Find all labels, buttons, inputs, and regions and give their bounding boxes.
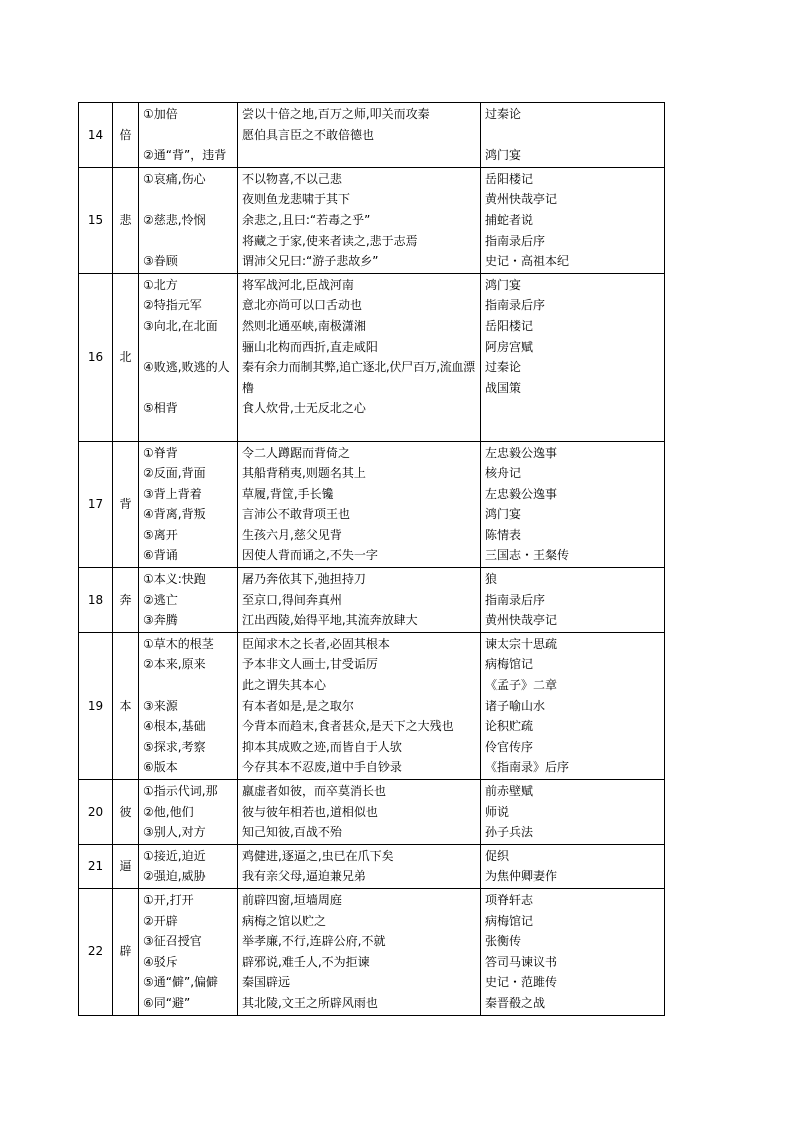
- meaning-line: ③奔腾: [143, 613, 178, 628]
- example-line: 今存其本不忍废,道中手自钞录: [242, 760, 402, 775]
- example-line: 秦有余力而制其弊,追亡逐北,伏尸百万,流血漂橹: [242, 360, 475, 395]
- meaning-line: ④根本,基础: [143, 719, 206, 734]
- example-line: 夜则鱼龙悲啸于其下: [242, 192, 351, 207]
- source-line: 指南录后序: [485, 592, 546, 607]
- meaning-line: [143, 378, 235, 399]
- source-line: 岳阳楼记: [485, 318, 534, 333]
- entry-number: 17: [79, 441, 113, 568]
- meaning-line: ④背离,背叛: [143, 507, 206, 522]
- meaning-column: [139, 888, 238, 1015]
- meaning-line: ⑤相背: [143, 401, 178, 416]
- table-row: [79, 441, 665, 568]
- example-line: 不以物喜,不以己悲: [242, 171, 342, 186]
- meaning-column: [139, 632, 238, 779]
- example-line: 羸虚者如彼，而卒莫消长也: [242, 784, 387, 798]
- meaning-line: ①接近,迫近: [143, 848, 206, 863]
- meaning-line: ②本来,原来: [143, 657, 206, 672]
- entry-number: 16: [79, 273, 113, 441]
- source-line: 过秦论: [485, 107, 522, 121]
- example-line: 因使人背而诵之,不失一字: [242, 548, 378, 563]
- meaning-column: [139, 568, 238, 633]
- meaning-line: ②反面,背面: [143, 466, 206, 481]
- example-column: [238, 888, 481, 1015]
- meaning-line: ①本义:快跑: [143, 572, 206, 587]
- source-line: 伶官传序: [485, 739, 534, 754]
- example-column: [238, 632, 481, 779]
- source-line: 《孟子》二章: [485, 678, 558, 693]
- example-line: [242, 145, 478, 166]
- example-line: 彼与彼年相若也,道相似也: [242, 804, 378, 819]
- example-line: 鸡健进,逐逼之,虫已在爪下矣: [242, 848, 394, 863]
- source-line: 狼: [485, 572, 498, 587]
- source-line: 病梅馆记: [485, 913, 534, 928]
- source-line: 鸿门宴: [485, 148, 522, 163]
- example-line: 知己知彼,百战不殆: [242, 825, 342, 840]
- meaning-line: ⑥同“避”: [143, 995, 191, 1010]
- example-line: 有本者如是,是之取尔: [242, 698, 354, 713]
- table-row: [79, 780, 665, 845]
- example-line: 臣闻求木之长者,必固其根本: [242, 636, 390, 651]
- source-line: 阿房宫赋: [485, 339, 534, 354]
- meaning-line: ③征召授官: [143, 934, 202, 949]
- meaning-line: ⑥版本: [143, 760, 178, 775]
- meaning-line: ⑤通“僻”,偏僻: [143, 975, 219, 990]
- meaning-column: [139, 103, 238, 168]
- source-line: 左忠毅公逸事: [485, 486, 558, 501]
- example-line: 其船背稍夷,则题名其上: [242, 466, 366, 481]
- source-line: 核舟记: [485, 466, 522, 481]
- source-line: 史记・范雎传: [485, 975, 558, 990]
- table-row: [79, 273, 665, 441]
- example-line: 食人炊骨,士无反北之心: [242, 401, 366, 416]
- entry-character: 奔: [113, 568, 139, 633]
- meaning-line: ①指示代词,那: [143, 784, 218, 798]
- source-column: [481, 167, 665, 273]
- example-column: [238, 780, 481, 845]
- meaning-line: [143, 231, 235, 252]
- example-line: 秦国辟远: [242, 975, 291, 990]
- table-row: [79, 888, 665, 1015]
- entry-number: 15: [79, 167, 113, 273]
- meaning-column: [139, 844, 238, 888]
- example-column: [238, 103, 481, 168]
- meaning-line: ②逃亡: [143, 592, 178, 607]
- source-line: 促织: [485, 848, 510, 863]
- source-line: [485, 398, 662, 419]
- entry-number: 14: [79, 103, 113, 168]
- example-line: 举孝廉,不行,连辟公府,不就: [242, 934, 386, 949]
- source-line: 为焦仲卿妻作: [485, 869, 558, 884]
- source-line: 孙子兵法: [485, 825, 534, 840]
- entry-character: 北: [113, 273, 139, 441]
- table-row: [79, 568, 665, 633]
- source-line: 岳阳楼记: [485, 171, 534, 186]
- source-line: 前赤壁赋: [485, 784, 534, 798]
- meaning-line: ②通“背”，违背: [143, 148, 227, 163]
- meaning-line: ③别人,对方: [143, 825, 206, 840]
- meaning-line: ③来源: [143, 698, 178, 713]
- source-line: 论积贮疏: [485, 719, 534, 734]
- meaning-line: [143, 189, 235, 210]
- example-line: 辟邪说,难壬人,不为拒谏: [242, 954, 370, 969]
- source-column: [481, 844, 665, 888]
- table-row: [79, 632, 665, 779]
- example-line: 至京口,得间奔真州: [242, 592, 342, 607]
- example-line: 言沛公不敢背项王也: [242, 507, 351, 522]
- meaning-line: ⑤探求,考察: [143, 739, 206, 754]
- example-line: 将军战河北,臣战河南: [242, 277, 354, 292]
- table-row: [79, 844, 665, 888]
- source-column: [481, 103, 665, 168]
- meaning-line: ①哀痛,伤心: [143, 171, 206, 186]
- source-line: 指南录后序: [485, 233, 546, 248]
- source-line: 陈情表: [485, 527, 522, 542]
- source-column: [481, 632, 665, 779]
- example-line: 然则北通巫峡,南极潇湘: [242, 318, 366, 333]
- source-column: [481, 273, 665, 441]
- source-line: 黄州快哉亭记: [485, 613, 558, 628]
- source-line: 指南录后序: [485, 298, 546, 313]
- table-row: [79, 167, 665, 273]
- source-line: 左忠毅公逸事: [485, 445, 558, 460]
- source-column: [481, 441, 665, 568]
- example-line: 江出西陵,始得平地,其流奔放肆大: [242, 613, 418, 628]
- entry-number: 21: [79, 844, 113, 888]
- meaning-column: [139, 273, 238, 441]
- example-line: 意北亦尚可以口舌动也: [242, 298, 363, 313]
- source-line: 鸿门宴: [485, 277, 522, 292]
- entry-number: 19: [79, 632, 113, 779]
- meaning-line: [143, 675, 235, 696]
- source-line: 战国策: [485, 380, 522, 395]
- source-line: 黄州快哉亭记: [485, 192, 558, 207]
- source-column: [481, 888, 665, 1015]
- glossary-table-body: [79, 103, 665, 1016]
- source-line: 病梅馆记: [485, 657, 534, 672]
- source-column: [481, 568, 665, 633]
- example-column: [238, 844, 481, 888]
- example-line: 余悲之,且曰:“若毒之乎”: [242, 212, 371, 227]
- entry-number: 18: [79, 568, 113, 633]
- example-line: 生孩六月,慈父见背: [242, 527, 342, 542]
- meaning-line: ②慈悲,怜悯: [143, 212, 206, 227]
- example-line: [242, 419, 478, 440]
- example-line: 抑本其成败之迹,而皆自于人欤: [242, 739, 402, 754]
- source-line: 答司马谏议书: [485, 954, 558, 969]
- example-line: 骊山北构而西折,直走咸阳: [242, 339, 378, 354]
- entry-character: 彼: [113, 780, 139, 845]
- meaning-line: ①加倍: [143, 107, 178, 121]
- example-line: 将藏之于家,使来者读之,悲于志焉: [242, 233, 418, 248]
- glossary-table: [78, 102, 665, 1016]
- meaning-line: ②强迫,威胁: [143, 869, 206, 884]
- example-line: 尝以十倍之地,百万之师,叩关而攻秦: [242, 107, 430, 121]
- entry-number: 20: [79, 780, 113, 845]
- source-column: [481, 780, 665, 845]
- source-line: 谏太宗十思疏: [485, 636, 558, 651]
- meaning-line: ④败逃,败逃的人: [143, 360, 230, 375]
- meaning-line: ③背上背着: [143, 486, 202, 501]
- meaning-line: ④驳斥: [143, 954, 178, 969]
- entry-character: 逼: [113, 844, 139, 888]
- meaning-line: ②他,他们: [143, 804, 194, 819]
- meaning-line: ③眷顾: [143, 254, 178, 269]
- entry-number: 22: [79, 888, 113, 1015]
- source-line: 过秦论: [485, 360, 522, 375]
- entry-character: 倍: [113, 103, 139, 168]
- meaning-line: ⑥背诵: [143, 548, 178, 563]
- example-line: 今背本而趋末,食者甚众,是天下之大残也: [242, 719, 454, 734]
- meaning-line: ⑤离开: [143, 527, 178, 542]
- example-line: 予本非文人画士,甘受诟厉: [242, 657, 378, 672]
- source-line: 项脊轩志: [485, 892, 534, 907]
- meaning-line: ③向北,在北面: [143, 318, 218, 333]
- entry-character: 辟: [113, 888, 139, 1015]
- meaning-line: ①开,打开: [143, 892, 194, 907]
- meaning-line: ②开辟: [143, 913, 178, 928]
- entry-character: 悲: [113, 167, 139, 273]
- meaning-line: [143, 337, 235, 358]
- table-row: [79, 103, 665, 168]
- example-column: [238, 167, 481, 273]
- meaning-column: [139, 167, 238, 273]
- example-line: 病梅之馆以贮之: [242, 913, 327, 928]
- example-line: 前辟四窗,垣墙周庭: [242, 892, 342, 907]
- source-line: 鸿门宴: [485, 507, 522, 522]
- example-line: 愿伯具言臣之不敢倍德也: [242, 127, 375, 142]
- source-line: 师说: [485, 804, 510, 819]
- meaning-column: [139, 441, 238, 568]
- example-line: 谓沛父兄曰:“游子悲故乡”: [242, 254, 379, 269]
- source-line: 《指南录》后序: [485, 760, 570, 775]
- source-line: 三国志・王粲传: [485, 548, 570, 563]
- source-line: 秦晋殽之战: [485, 995, 546, 1010]
- entry-character: 本: [113, 632, 139, 779]
- example-column: [238, 273, 481, 441]
- example-line: 令二人蹲踞而背倚之: [242, 445, 351, 460]
- meaning-column: [139, 780, 238, 845]
- example-line: 屠乃奔依其下,弛担持刀: [242, 572, 366, 587]
- source-line: [485, 125, 662, 146]
- source-line: 张衡传: [485, 934, 522, 949]
- example-line: 此之谓失其本心: [242, 678, 327, 693]
- meaning-line: [143, 125, 235, 146]
- example-line: 我有亲父母,逼迫兼兄弟: [242, 869, 366, 884]
- source-line: 诸子喻山水: [485, 698, 546, 713]
- meaning-line: ①北方: [143, 277, 178, 292]
- meaning-line: ①草木的根茎: [143, 636, 214, 651]
- source-line: 史记・高祖本纪: [485, 254, 570, 269]
- meaning-line: ①脊背: [143, 445, 178, 460]
- example-line: 草履,背筐,手长镵: [242, 486, 334, 501]
- meaning-line: ②特指元军: [143, 298, 202, 313]
- entry-character: 背: [113, 441, 139, 568]
- source-line: 捕蛇者说: [485, 212, 534, 227]
- example-line: 其北陵,文王之所辟风雨也: [242, 995, 378, 1010]
- example-column: [238, 441, 481, 568]
- example-column: [238, 568, 481, 633]
